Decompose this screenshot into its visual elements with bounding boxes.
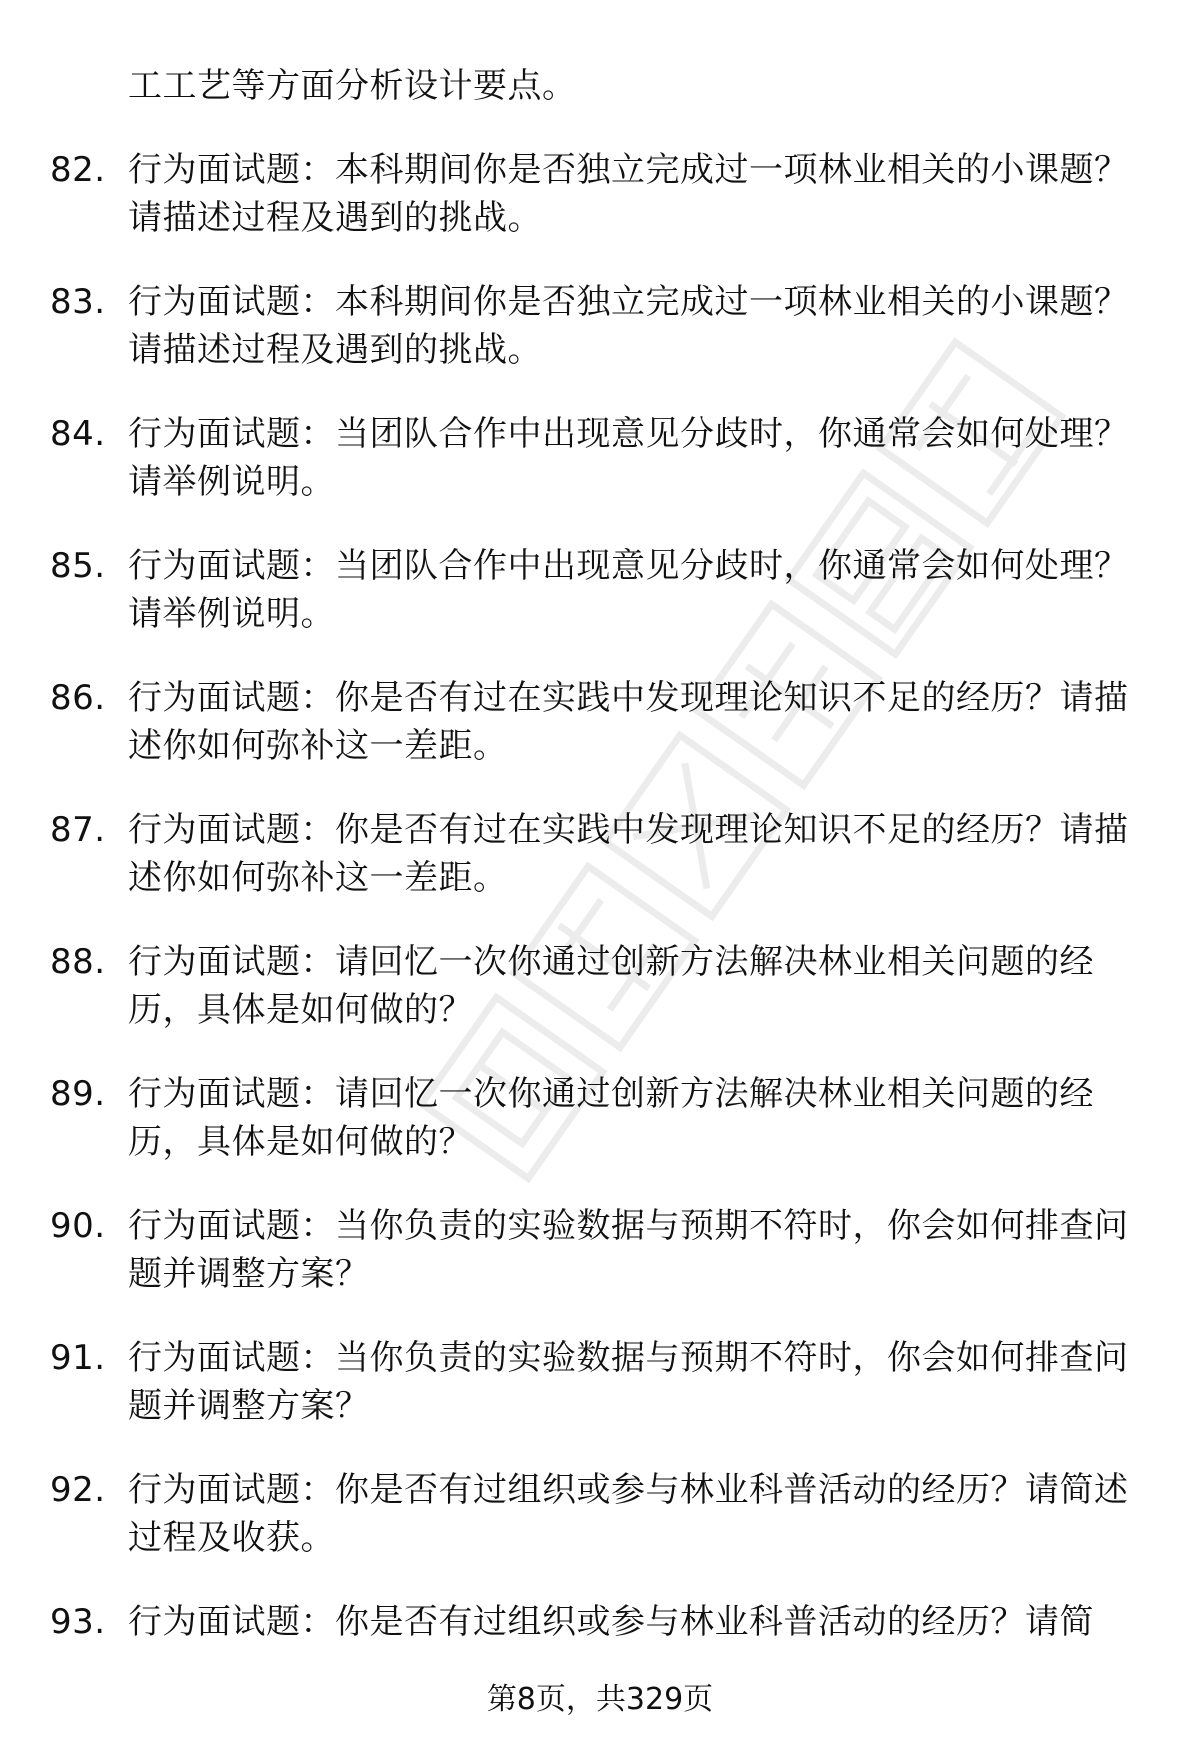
question-text: 行为面试题：当团队合作中出现意见分歧时，你通常会如何处理？请举例说明。: [128, 546, 1129, 634]
list-item: [50, 542, 1150, 674]
page-footer: 第8页，共329页: [486, 1682, 714, 1717]
question-text: 行为面试题：本科期间你是否独立完成过一项林业相关的小课题？请描述过程及遇到的挑战。: [128, 150, 1129, 238]
question-text: 行为面试题：请回忆一次你通过创新方法解决林业相关问题的经历，具体是如何做的？: [128, 942, 1094, 1030]
question-number: 93.: [50, 1602, 106, 1642]
question-number: 92.: [50, 1470, 106, 1510]
question-text: 行为面试题：请回忆一次你通过创新方法解决林业相关问题的经历，具体是如何做的？: [128, 1074, 1094, 1162]
list-item: [50, 146, 1150, 278]
list-item: [50, 938, 1150, 1070]
question-text: 行为面试题：你是否有过在实践中发现理论知识不足的经历？请描述你如何弥补这一差距。: [128, 678, 1129, 766]
question-number: 88.: [50, 942, 106, 982]
list-item: [50, 674, 1150, 806]
question-text: 行为面试题：当团队合作中出现意见分歧时，你通常会如何处理？请举例说明。: [128, 414, 1129, 502]
question-number: 85.: [50, 546, 106, 586]
question-number: 87.: [50, 810, 106, 850]
question-text: 行为面试题：你是否有过组织或参与林业科普活动的经历？请简: [128, 1602, 1094, 1642]
list-item: [50, 410, 1150, 542]
question-number: 89.: [50, 1074, 106, 1114]
list-item: [50, 1202, 1150, 1334]
question-text: 行为面试题：本科期间你是否独立完成过一项林业相关的小课题？请描述过程及遇到的挑战。: [128, 282, 1129, 370]
question-text: 行为面试题：当你负责的实验数据与预期不符时，你会如何排查问题并调整方案？: [128, 1206, 1129, 1294]
question-list: [50, 146, 1150, 1730]
question-number: 86.: [50, 678, 106, 718]
question-text: 行为面试题：当你负责的实验数据与预期不符时，你会如何排查问题并调整方案？: [128, 1338, 1129, 1426]
list-item: [50, 1334, 1150, 1466]
question-text: 行为面试题：你是否有过在实践中发现理论知识不足的经历？请描述你如何弥补这一差距。: [128, 810, 1129, 898]
question-number: 83.: [50, 282, 106, 322]
list-item: [50, 278, 1150, 410]
question-number: 82.: [50, 150, 106, 190]
continued-text-line: 工工艺等方面分析设计要点。: [128, 66, 577, 106]
list-item: [50, 806, 1150, 938]
question-number: 90.: [50, 1206, 106, 1246]
question-number: 84.: [50, 414, 106, 454]
question-text: 行为面试题：你是否有过组织或参与林业科普活动的经历？请简述过程及收获。: [128, 1470, 1129, 1558]
list-item: [50, 1466, 1150, 1598]
question-number: 91.: [50, 1338, 106, 1378]
list-item: [50, 1070, 1150, 1202]
